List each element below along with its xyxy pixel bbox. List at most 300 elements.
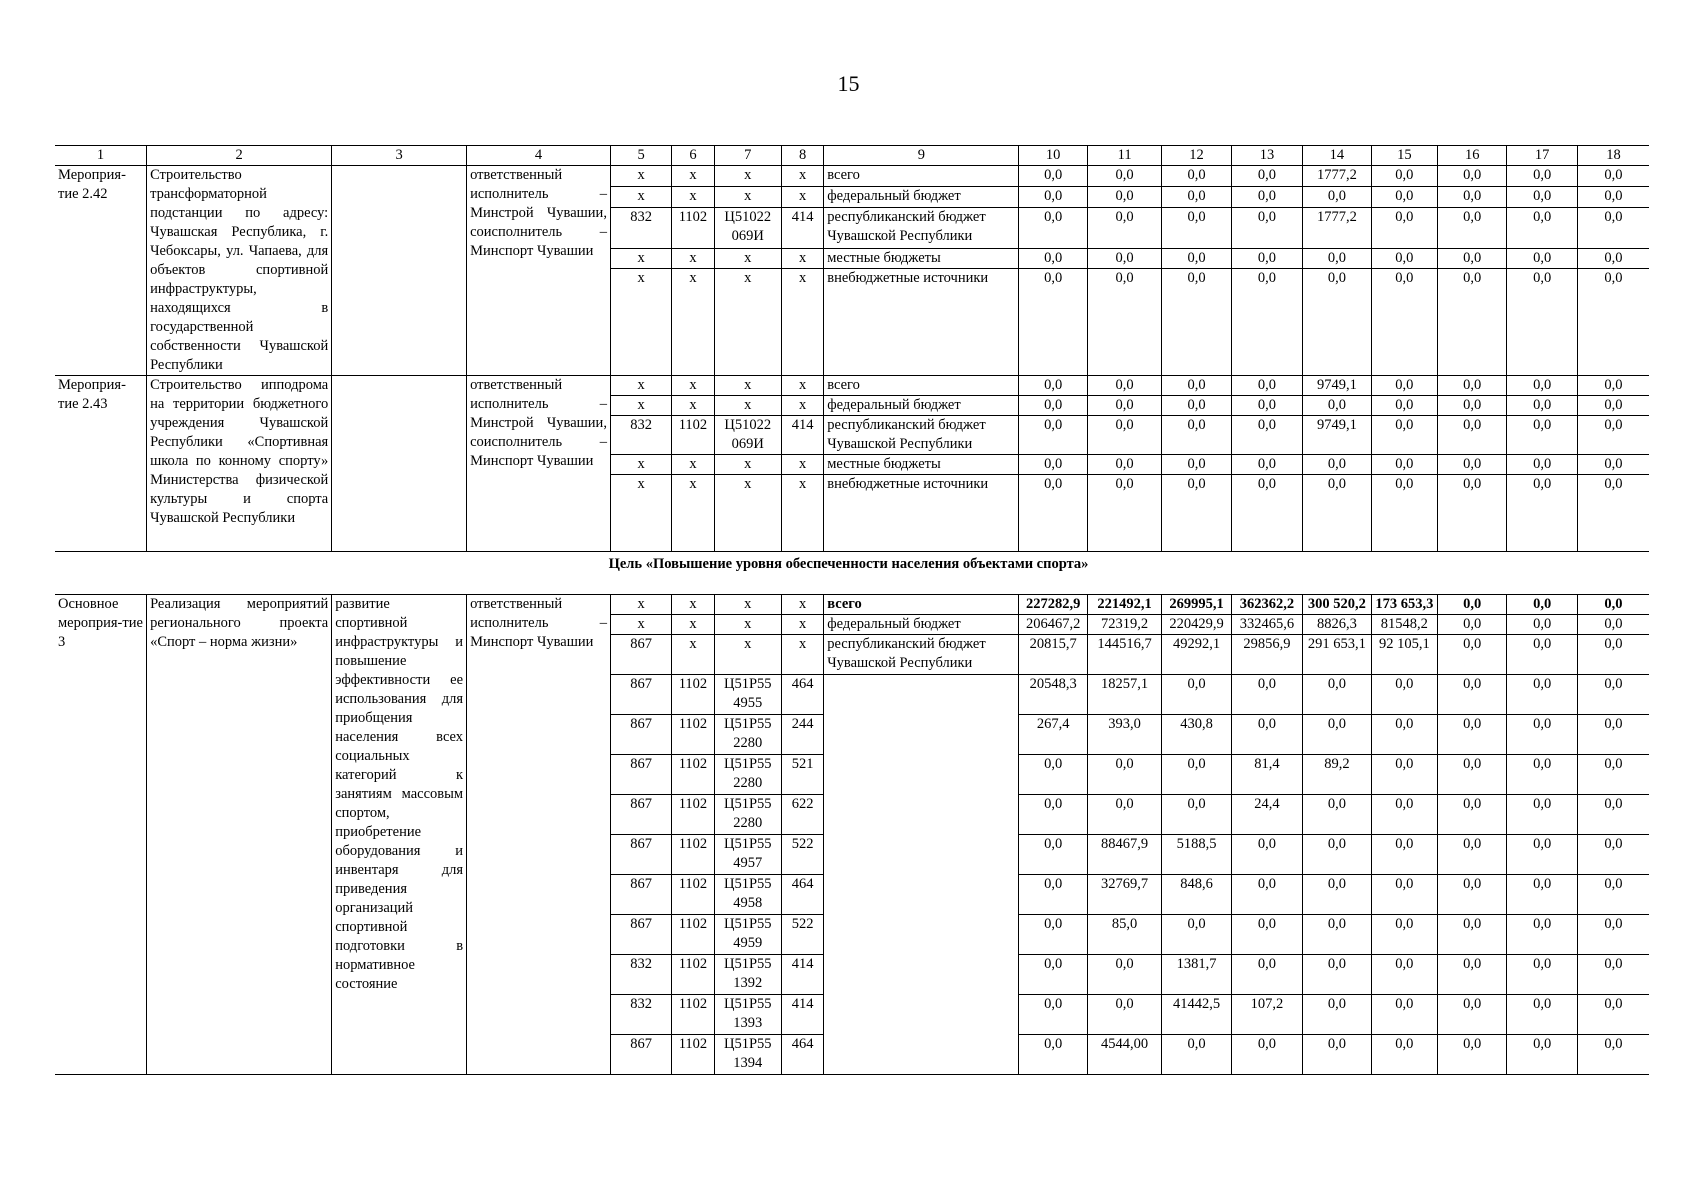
amount-cell: 0,0 xyxy=(1303,915,1371,955)
code-csr: Ц51Р55 2280 xyxy=(714,795,781,835)
amount-cell: 0,0 xyxy=(1577,715,1649,755)
code-gr: x xyxy=(610,166,671,187)
amount-cell: 0,0 xyxy=(1162,1035,1231,1075)
amount-cell: 0,0 xyxy=(1303,835,1371,875)
amount-cell: 0,0 xyxy=(1577,455,1649,475)
code-vr: x xyxy=(782,186,824,207)
amount-cell: 0,0 xyxy=(1577,207,1649,248)
amount-cell: 0,0 xyxy=(1438,166,1507,187)
amount-cell: 0,0 xyxy=(1507,248,1577,269)
amount-cell: 0,0 xyxy=(1303,455,1371,475)
code-vr: 414 xyxy=(782,995,824,1035)
code-gr: x xyxy=(610,396,671,416)
code-gr: 867 xyxy=(610,1035,671,1075)
amount-cell: 393,0 xyxy=(1087,715,1161,755)
amount-cell: 1777,2 xyxy=(1303,166,1371,187)
code-rz: 1102 xyxy=(672,675,714,715)
amount-cell: 81,4 xyxy=(1231,755,1302,795)
code-vr: x xyxy=(782,455,824,475)
code-csr: x xyxy=(714,595,781,615)
amount-cell: 0,0 xyxy=(1087,416,1161,455)
amount-cell: 1381,7 xyxy=(1162,955,1231,995)
measure-executor: ответственный исполнитель – Минстрой Чувашии, соисполнитель – Минспорт Чувашии xyxy=(467,166,611,376)
amount-cell: 362362,2 xyxy=(1231,595,1302,615)
amount-cell: 0,0 xyxy=(1577,269,1649,376)
amount-cell: 92 105,1 xyxy=(1371,635,1437,675)
amount-cell: 0,0 xyxy=(1577,396,1649,416)
funding-source: всего xyxy=(824,166,1019,187)
amount-cell: 0,0 xyxy=(1577,675,1649,715)
amount-cell: 0,0 xyxy=(1303,715,1371,755)
funding-table-top xyxy=(55,145,1649,552)
amount-cell: 0,0 xyxy=(1577,376,1649,396)
amount-cell: 0,0 xyxy=(1019,915,1087,955)
amount-cell: 0,0 xyxy=(1162,755,1231,795)
code-gr: 832 xyxy=(610,995,671,1035)
code-vr: 464 xyxy=(782,875,824,915)
amount-cell: 0,0 xyxy=(1087,166,1161,187)
measure-name: Мероприя- тие 2.43 xyxy=(55,376,147,552)
column-number: 13 xyxy=(1231,146,1302,166)
amount-cell: 0,0 xyxy=(1577,955,1649,995)
amount-cell: 332465,6 xyxy=(1231,615,1302,635)
amount-cell: 0,0 xyxy=(1087,186,1161,207)
amount-cell: 0,0 xyxy=(1438,1035,1507,1075)
code-gr: 867 xyxy=(610,675,671,715)
code-rz: x xyxy=(672,455,714,475)
amount-cell: 0,0 xyxy=(1087,376,1161,396)
amount-cell: 0,0 xyxy=(1231,475,1302,552)
amount-cell: 0,0 xyxy=(1507,475,1577,552)
code-vr: x xyxy=(782,635,824,675)
funding-source: республиканский бюджет Чувашской Республики xyxy=(824,416,1019,455)
amount-cell: 0,0 xyxy=(1577,995,1649,1035)
column-number: 1 xyxy=(55,146,147,166)
amount-cell: 0,0 xyxy=(1507,376,1577,396)
amount-cell: 0,0 xyxy=(1577,248,1649,269)
column-number: 18 xyxy=(1577,146,1649,166)
amount-cell: 0,0 xyxy=(1087,455,1161,475)
code-gr: 832 xyxy=(610,955,671,995)
amount-cell: 0,0 xyxy=(1507,416,1577,455)
column-number: 8 xyxy=(782,146,824,166)
code-gr: 832 xyxy=(610,416,671,455)
code-gr: 867 xyxy=(610,795,671,835)
amount-cell: 0,0 xyxy=(1507,755,1577,795)
amount-cell: 0,0 xyxy=(1231,955,1302,995)
amount-cell: 0,0 xyxy=(1162,269,1231,376)
amount-cell: 9749,1 xyxy=(1303,416,1371,455)
code-gr: x xyxy=(610,595,671,615)
measure-name: Мероприя- тие 2.42 xyxy=(55,166,147,376)
code-csr: Ц51Р55 1393 xyxy=(714,995,781,1035)
code-vr: x xyxy=(782,269,824,376)
amount-cell: 0,0 xyxy=(1577,595,1649,615)
amount-cell: 0,0 xyxy=(1231,835,1302,875)
code-vr: x xyxy=(782,396,824,416)
amount-cell: 0,0 xyxy=(1162,186,1231,207)
amount-cell: 0,0 xyxy=(1303,186,1371,207)
code-rz: x xyxy=(672,376,714,396)
amount-cell: 0,0 xyxy=(1019,475,1087,552)
funding-source: внебюджетные источники xyxy=(824,269,1019,376)
column-number: 7 xyxy=(714,146,781,166)
measure-goal: развитие спортивной инфраструктуры и повышение эффективности ее использования для приобщения населения всех социальных категорий к занятиям массовым спортом, приобретение оборудования и инвентаря для приведения организаций спортивной подготовки в нормативное состояние xyxy=(332,595,467,1075)
amount-cell: 0,0 xyxy=(1577,755,1649,795)
code-gr: 867 xyxy=(610,915,671,955)
code-rz: x xyxy=(672,595,714,615)
amount-cell: 0,0 xyxy=(1162,396,1231,416)
amount-cell: 0,0 xyxy=(1438,635,1507,675)
code-csr: x xyxy=(714,455,781,475)
amount-cell: 0,0 xyxy=(1087,955,1161,995)
amount-cell: 0,0 xyxy=(1231,416,1302,455)
code-rz: 1102 xyxy=(672,755,714,795)
code-csr: Ц51Р55 4957 xyxy=(714,835,781,875)
amount-cell: 29856,9 xyxy=(1231,635,1302,675)
code-gr: 867 xyxy=(610,875,671,915)
amount-cell: 0,0 xyxy=(1507,835,1577,875)
amount-cell: 0,0 xyxy=(1371,715,1437,755)
amount-cell: 0,0 xyxy=(1162,475,1231,552)
amount-cell: 0,0 xyxy=(1438,269,1507,376)
funding-source: местные бюджеты xyxy=(824,455,1019,475)
amount-cell: 0,0 xyxy=(1371,416,1437,455)
amount-cell: 0,0 xyxy=(1019,1035,1087,1075)
code-gr: 867 xyxy=(610,755,671,795)
amount-cell: 0,0 xyxy=(1438,755,1507,795)
amount-cell: 0,0 xyxy=(1231,207,1302,248)
amount-cell: 206467,2 xyxy=(1019,615,1087,635)
code-vr: x xyxy=(782,248,824,269)
amount-cell: 0,0 xyxy=(1507,455,1577,475)
amount-cell: 0,0 xyxy=(1507,995,1577,1035)
measure-description: Реализация мероприятий регионального проекта «Спорт – норма жизни» xyxy=(147,595,332,1075)
amount-cell: 0,0 xyxy=(1371,186,1437,207)
code-csr: x xyxy=(714,186,781,207)
code-rz: 1102 xyxy=(672,955,714,995)
amount-cell: 0,0 xyxy=(1231,915,1302,955)
code-vr: 522 xyxy=(782,835,824,875)
amount-cell: 41442,5 xyxy=(1162,995,1231,1035)
amount-cell: 0,0 xyxy=(1231,715,1302,755)
code-csr: Ц51022 069И xyxy=(714,207,781,248)
code-rz: 1102 xyxy=(672,835,714,875)
amount-cell: 0,0 xyxy=(1507,396,1577,416)
amount-cell: 0,0 xyxy=(1438,915,1507,955)
code-csr: x xyxy=(714,396,781,416)
amount-cell: 0,0 xyxy=(1019,248,1087,269)
code-csr: Ц51Р55 4955 xyxy=(714,675,781,715)
funding-source: федеральный бюджет xyxy=(824,396,1019,416)
amount-cell: 0,0 xyxy=(1507,875,1577,915)
code-vr: x xyxy=(782,376,824,396)
code-vr: 521 xyxy=(782,755,824,795)
column-number: 17 xyxy=(1507,146,1577,166)
measure-name: Основное мероприя-тие 3 xyxy=(55,595,147,1075)
amount-cell: 291 653,1 xyxy=(1303,635,1371,675)
table-row xyxy=(55,166,1649,187)
amount-cell: 0,0 xyxy=(1371,455,1437,475)
code-rz: 1102 xyxy=(672,875,714,915)
amount-cell: 0,0 xyxy=(1019,875,1087,915)
code-gr: x xyxy=(610,615,671,635)
amount-cell: 0,0 xyxy=(1087,475,1161,552)
amount-cell: 85,0 xyxy=(1087,915,1161,955)
measure-executor: ответственный исполнитель – Минспорт Чувашии xyxy=(467,595,611,1075)
amount-cell: 0,0 xyxy=(1162,675,1231,715)
amount-cell: 0,0 xyxy=(1303,955,1371,995)
amount-cell: 0,0 xyxy=(1438,955,1507,995)
code-csr: Ц51Р55 4959 xyxy=(714,915,781,955)
funding-source: республиканский бюджет Чувашской Республики xyxy=(824,207,1019,248)
amount-cell: 0,0 xyxy=(1303,795,1371,835)
amount-cell: 0,0 xyxy=(1019,186,1087,207)
code-csr: x xyxy=(714,166,781,187)
amount-cell: 20548,3 xyxy=(1019,675,1087,715)
amount-cell: 0,0 xyxy=(1019,166,1087,187)
amount-cell: 0,0 xyxy=(1231,186,1302,207)
column-number: 10 xyxy=(1019,146,1087,166)
amount-cell: 0,0 xyxy=(1019,396,1087,416)
amount-cell: 5188,5 xyxy=(1162,835,1231,875)
code-rz: x xyxy=(672,615,714,635)
code-csr: x xyxy=(714,248,781,269)
amount-cell: 0,0 xyxy=(1162,915,1231,955)
amount-cell: 0,0 xyxy=(1231,396,1302,416)
amount-cell: 0,0 xyxy=(1371,269,1437,376)
amount-cell: 0,0 xyxy=(1019,955,1087,995)
code-rz: x xyxy=(672,186,714,207)
column-number: 6 xyxy=(672,146,714,166)
amount-cell: 0,0 xyxy=(1231,166,1302,187)
code-gr: x xyxy=(610,269,671,376)
table-row xyxy=(55,595,1649,615)
amount-cell: 49292,1 xyxy=(1162,635,1231,675)
code-vr: x xyxy=(782,615,824,635)
code-csr: Ц51Р55 2280 xyxy=(714,755,781,795)
amount-cell: 0,0 xyxy=(1577,875,1649,915)
table-row xyxy=(55,376,1649,396)
amount-cell: 0,0 xyxy=(1507,269,1577,376)
amount-cell: 20815,7 xyxy=(1019,635,1087,675)
code-vr: 414 xyxy=(782,416,824,455)
code-rz: 1102 xyxy=(672,1035,714,1075)
measure-goal xyxy=(332,376,467,552)
amount-cell: 0,0 xyxy=(1162,207,1231,248)
amount-cell: 0,0 xyxy=(1087,995,1161,1035)
code-gr: x xyxy=(610,376,671,396)
amount-cell: 0,0 xyxy=(1577,475,1649,552)
code-rz: x xyxy=(672,475,714,552)
amount-cell: 0,0 xyxy=(1507,595,1577,615)
amount-cell: 0,0 xyxy=(1371,995,1437,1035)
amount-cell: 221492,1 xyxy=(1087,595,1161,615)
amount-cell: 0,0 xyxy=(1087,755,1161,795)
goal-title: Цель «Повышение уровня обеспеченности населения объектами спорта» xyxy=(608,556,1089,572)
amount-cell: 0,0 xyxy=(1371,1035,1437,1075)
amount-cell: 24,4 xyxy=(1231,795,1302,835)
amount-cell: 0,0 xyxy=(1231,248,1302,269)
amount-cell: 0,0 xyxy=(1019,795,1087,835)
funding-source: федеральный бюджет xyxy=(824,615,1019,635)
amount-cell: 227282,9 xyxy=(1019,595,1087,615)
amount-cell: 0,0 xyxy=(1438,416,1507,455)
code-rz: x xyxy=(672,635,714,675)
amount-cell: 0,0 xyxy=(1231,675,1302,715)
amount-cell: 430,8 xyxy=(1162,715,1231,755)
code-csr: Ц51Р55 1392 xyxy=(714,955,781,995)
column-number: 4 xyxy=(467,146,611,166)
amount-cell: 0,0 xyxy=(1507,955,1577,995)
amount-cell: 0,0 xyxy=(1371,166,1437,187)
amount-cell: 0,0 xyxy=(1577,795,1649,835)
amount-cell: 0,0 xyxy=(1577,186,1649,207)
amount-cell: 0,0 xyxy=(1438,186,1507,207)
amount-cell: 0,0 xyxy=(1577,166,1649,187)
amount-cell: 144516,7 xyxy=(1087,635,1161,675)
amount-cell: 89,2 xyxy=(1303,755,1371,795)
code-rz: 1102 xyxy=(672,416,714,455)
amount-cell: 0,0 xyxy=(1577,416,1649,455)
amount-cell: 848,6 xyxy=(1162,875,1231,915)
funding-source xyxy=(824,675,1019,1075)
amount-cell: 0,0 xyxy=(1507,675,1577,715)
measure-description: Строительство ипподрома на территории бюджетного учреждения Чувашской Республики «Спортивная школа по конному спорту» Министерства физической культуры и спорта Чувашской Республики xyxy=(147,376,332,552)
code-rz: 1102 xyxy=(672,715,714,755)
amount-cell: 0,0 xyxy=(1019,995,1087,1035)
amount-cell: 0,0 xyxy=(1438,207,1507,248)
amount-cell: 0,0 xyxy=(1162,416,1231,455)
amount-cell: 9749,1 xyxy=(1303,376,1371,396)
amount-cell: 81548,2 xyxy=(1371,615,1437,635)
amount-cell: 0,0 xyxy=(1371,248,1437,269)
amount-cell: 0,0 xyxy=(1303,675,1371,715)
column-number: 5 xyxy=(610,146,671,166)
amount-cell: 0,0 xyxy=(1577,635,1649,675)
amount-cell: 0,0 xyxy=(1087,248,1161,269)
amount-cell: 0,0 xyxy=(1507,795,1577,835)
code-rz: x xyxy=(672,166,714,187)
amount-cell: 72319,2 xyxy=(1087,615,1161,635)
column-number: 12 xyxy=(1162,146,1231,166)
amount-cell: 0,0 xyxy=(1438,615,1507,635)
code-rz: x xyxy=(672,248,714,269)
code-vr: x xyxy=(782,166,824,187)
code-vr: 244 xyxy=(782,715,824,755)
funding-source: республиканский бюджет Чувашской Республики xyxy=(824,635,1019,675)
funding-source: внебюджетные источники xyxy=(824,475,1019,552)
code-csr: x xyxy=(714,269,781,376)
amount-cell: 0,0 xyxy=(1019,755,1087,795)
amount-cell: 0,0 xyxy=(1438,376,1507,396)
funding-source: всего xyxy=(824,376,1019,396)
amount-cell: 0,0 xyxy=(1019,455,1087,475)
code-vr: 414 xyxy=(782,207,824,248)
page-number: 15 xyxy=(837,71,860,96)
amount-cell: 4544,00 xyxy=(1087,1035,1161,1075)
amount-cell: 0,0 xyxy=(1438,875,1507,915)
amount-cell: 0,0 xyxy=(1019,835,1087,875)
amount-cell: 0,0 xyxy=(1371,955,1437,995)
amount-cell: 0,0 xyxy=(1438,595,1507,615)
amount-cell: 0,0 xyxy=(1438,795,1507,835)
amount-cell: 0,0 xyxy=(1303,248,1371,269)
amount-cell: 0,0 xyxy=(1087,795,1161,835)
amount-cell: 0,0 xyxy=(1507,207,1577,248)
amount-cell: 0,0 xyxy=(1438,715,1507,755)
column-number: 11 xyxy=(1087,146,1161,166)
amount-cell: 0,0 xyxy=(1371,835,1437,875)
code-vr: 464 xyxy=(782,1035,824,1075)
amount-cell: 0,0 xyxy=(1577,615,1649,635)
amount-cell: 0,0 xyxy=(1019,416,1087,455)
code-vr: x xyxy=(782,595,824,615)
amount-cell: 18257,1 xyxy=(1087,675,1161,715)
column-number: 15 xyxy=(1371,146,1437,166)
code-rz: 1102 xyxy=(672,995,714,1035)
code-vr: 622 xyxy=(782,795,824,835)
funding-table-bottom xyxy=(55,594,1649,1075)
column-number: 2 xyxy=(147,146,332,166)
amount-cell: 0,0 xyxy=(1577,835,1649,875)
amount-cell: 0,0 xyxy=(1438,835,1507,875)
amount-cell: 0,0 xyxy=(1019,269,1087,376)
amount-cell: 0,0 xyxy=(1371,376,1437,396)
amount-cell: 0,0 xyxy=(1303,1035,1371,1075)
column-number: 16 xyxy=(1438,146,1507,166)
code-rz: x xyxy=(672,269,714,376)
amount-cell: 0,0 xyxy=(1371,396,1437,416)
code-gr: 867 xyxy=(610,715,671,755)
code-csr: Ц51Р55 4958 xyxy=(714,875,781,915)
amount-cell: 0,0 xyxy=(1507,615,1577,635)
code-rz: 1102 xyxy=(672,207,714,248)
amount-cell: 0,0 xyxy=(1231,455,1302,475)
amount-cell: 107,2 xyxy=(1231,995,1302,1035)
amount-cell: 0,0 xyxy=(1371,875,1437,915)
code-csr: Ц51Р55 2280 xyxy=(714,715,781,755)
amount-cell: 0,0 xyxy=(1507,1035,1577,1075)
code-vr: 414 xyxy=(782,955,824,995)
amount-cell: 0,0 xyxy=(1371,915,1437,955)
code-csr: x xyxy=(714,376,781,396)
amount-cell: 0,0 xyxy=(1371,207,1437,248)
column-number: 3 xyxy=(332,146,467,166)
amount-cell: 0,0 xyxy=(1087,269,1161,376)
amount-cell: 0,0 xyxy=(1303,875,1371,915)
code-vr: x xyxy=(782,475,824,552)
code-csr: x xyxy=(714,475,781,552)
amount-cell: 0,0 xyxy=(1303,396,1371,416)
code-csr: x xyxy=(714,635,781,675)
amount-cell: 0,0 xyxy=(1438,995,1507,1035)
code-rz: x xyxy=(672,396,714,416)
amount-cell: 0,0 xyxy=(1087,207,1161,248)
amount-cell: 269995,1 xyxy=(1162,595,1231,615)
amount-cell: 0,0 xyxy=(1162,376,1231,396)
funding-source: федеральный бюджет xyxy=(824,186,1019,207)
amount-cell: 0,0 xyxy=(1231,269,1302,376)
amount-cell: 220429,9 xyxy=(1162,615,1231,635)
code-csr: Ц51022 069И xyxy=(714,416,781,455)
code-gr: 832 xyxy=(610,207,671,248)
amount-cell: 0,0 xyxy=(1507,715,1577,755)
code-rz: 1102 xyxy=(672,915,714,955)
header-row xyxy=(55,146,1649,166)
code-vr: 522 xyxy=(782,915,824,955)
amount-cell: 0,0 xyxy=(1507,166,1577,187)
